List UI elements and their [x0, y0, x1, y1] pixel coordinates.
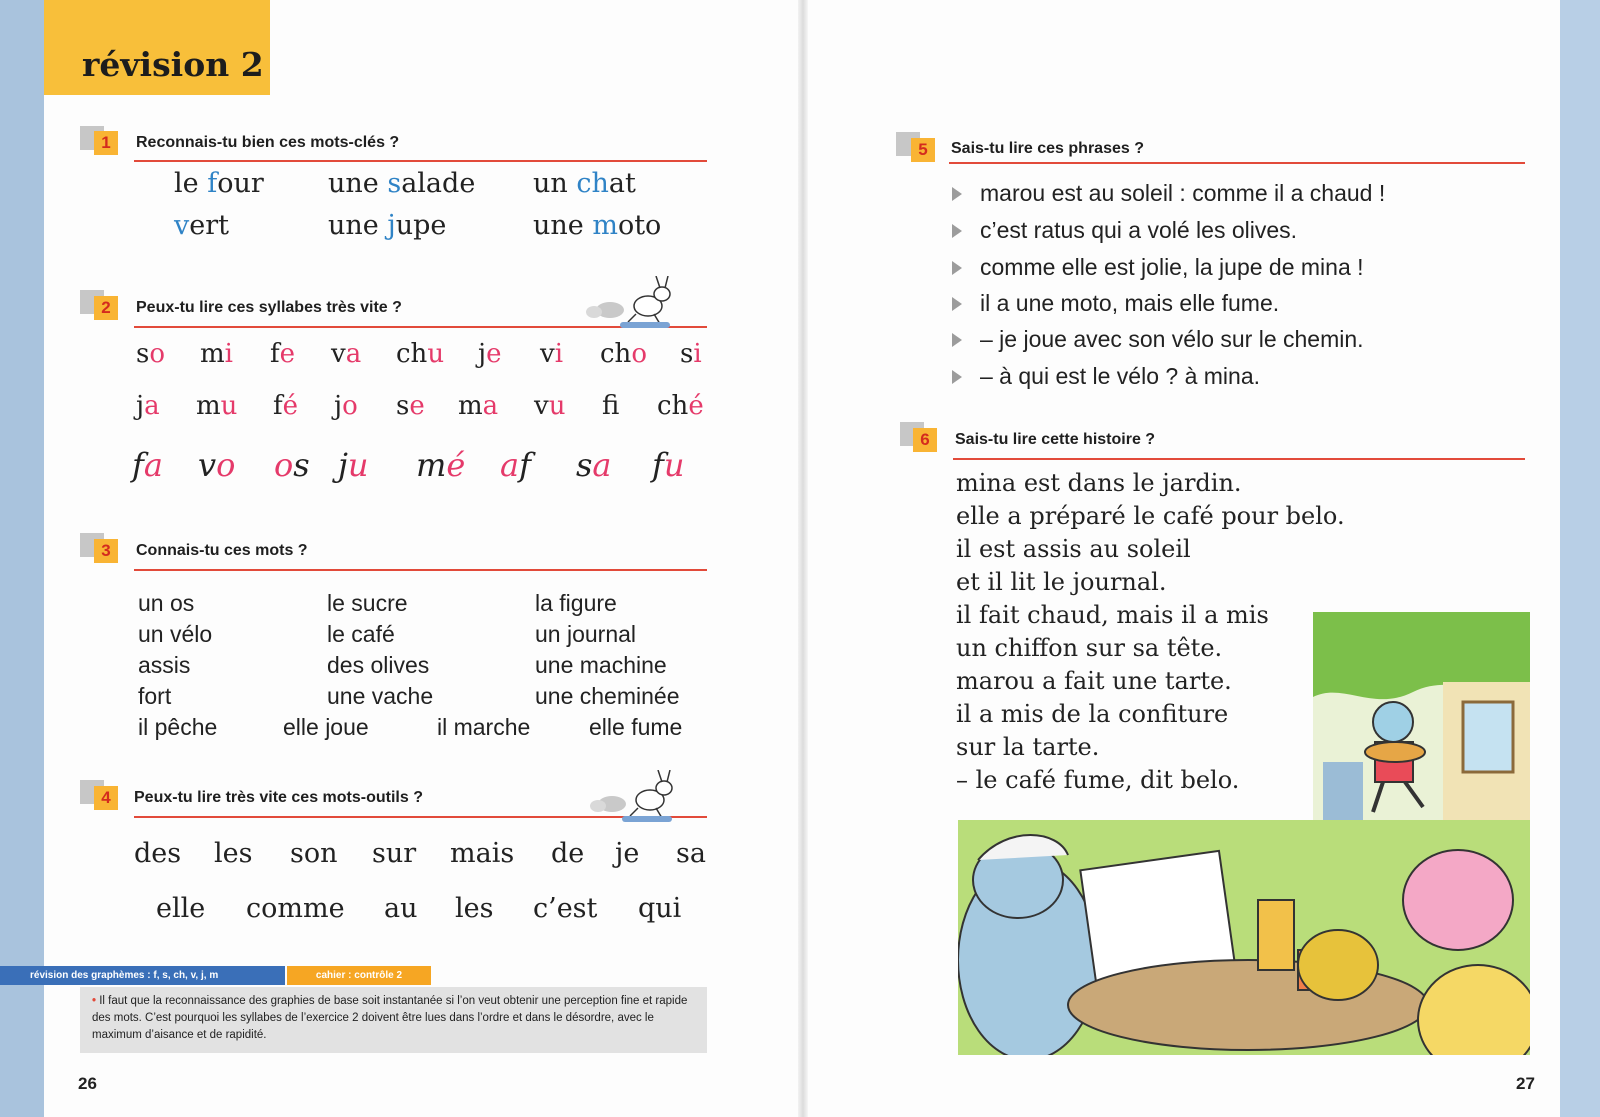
sentence: marou est au soleil : comme il a chaud ! — [980, 180, 1386, 206]
word: une vache — [327, 683, 434, 709]
section-2-title: Peux-tu lire ces syllabes très vite ? — [136, 299, 402, 316]
story-line: elle a préparé le café pour belo. — [956, 502, 1345, 530]
teacher-note: • Il faut que la reconnaissance des graphies de base soit instantanée si l’on veut obtenir une perception fine et rapide des mots. C’est pourquoi les syllabes de l’exercice 2 doivent être lues dans l’ordre et dans le désordre, avec le maximum d’aisance et de rapidité. — [92, 995, 688, 1041]
cats-drinking-coffee-illustration — [958, 820, 1530, 1055]
left-margin-band — [0, 0, 44, 1117]
section-6-number: 6 — [913, 428, 937, 452]
section-1-rule — [134, 160, 707, 162]
bullet-arrow-icon — [952, 187, 962, 201]
word: une cheminée — [535, 683, 680, 709]
cursive-syllable: sa — [576, 446, 612, 484]
syllable: vi — [540, 339, 564, 369]
section-5-rule — [949, 162, 1525, 164]
story-line: il est assis au soleil — [956, 535, 1191, 563]
word: la figure — [535, 590, 617, 616]
syllable: jo — [334, 391, 358, 421]
story-line: mina est dans le jardin. — [956, 469, 1242, 497]
page-number-left: 26 — [78, 1074, 97, 1093]
keyword: le four — [174, 168, 264, 199]
story-line: – le café fume, dit belo. — [956, 766, 1240, 794]
keyword: un chat — [533, 168, 636, 199]
syllable: si — [680, 339, 702, 369]
word: il marche — [437, 714, 531, 740]
syllable: vu — [534, 391, 566, 421]
story-line: il fait chaud, mais il a mis — [956, 601, 1269, 629]
cursive-syllable: af — [500, 446, 531, 484]
running-rabbit-icon — [588, 770, 688, 826]
tool-word: de — [551, 838, 585, 869]
footer-workbook-label: cahier : contrôle 2 — [287, 966, 431, 985]
syllable: fé — [273, 391, 299, 421]
word: un vélo — [138, 621, 213, 647]
tool-word: je — [615, 838, 640, 869]
sentence: c’est ratus qui a volé les olives. — [980, 217, 1298, 243]
syllable: ma — [458, 391, 499, 421]
syllable: mu — [196, 391, 238, 421]
sentence: il a une moto, mais elle fume. — [980, 290, 1280, 316]
breakfast-illustration — [958, 820, 1530, 1055]
sentence: – je joue avec son vélo sur le chemin. — [980, 326, 1364, 352]
tool-word: mais — [450, 838, 515, 869]
story-line: et il lit le journal. — [956, 568, 1167, 596]
page-number-right: 27 — [1516, 1074, 1535, 1093]
word: un journal — [535, 621, 637, 647]
keyword: une jupe — [328, 210, 447, 241]
tool-word: les — [214, 838, 253, 869]
syllable: fe — [270, 339, 296, 369]
section-5-title: Sais-tu lire ces phrases ? — [951, 140, 1144, 157]
sentence: comme elle est jolie, la jupe de mina ! — [980, 254, 1364, 280]
word: le sucre — [327, 590, 408, 616]
cursive-syllable: fa — [132, 446, 163, 484]
tool-word: sur — [372, 838, 417, 869]
cat-with-tart-illustration — [1313, 612, 1530, 820]
section-3-rule — [134, 569, 707, 571]
keyword: une salade — [328, 168, 476, 199]
section-3-title: Connais-tu ces mots ? — [136, 542, 308, 559]
tool-word: son — [290, 838, 338, 869]
syllable: so — [136, 339, 165, 369]
syllable: chu — [396, 339, 445, 369]
word: des olives — [327, 652, 430, 678]
section-1-title: Reconnais-tu bien ces mots-clés ? — [136, 134, 400, 151]
cursive-syllable: vo — [198, 446, 236, 484]
tool-word: qui — [638, 893, 682, 924]
tool-word: sa — [676, 838, 706, 869]
cursive-syllable: ju — [338, 446, 369, 484]
syllable: f — [602, 391, 620, 421]
bullet-arrow-icon — [952, 297, 962, 311]
keyword: vert — [174, 210, 230, 241]
bullet-arrow-icon — [952, 261, 962, 275]
cursive-syllable: os — [274, 446, 310, 484]
tool-word: comme — [246, 893, 345, 924]
story-line: il a mis de la confiture — [956, 700, 1229, 728]
word: assis — [138, 652, 191, 678]
syllable: je — [478, 339, 502, 369]
word: elle joue — [283, 714, 369, 740]
keyword: une moto — [533, 210, 662, 241]
running-rabbit-icon — [580, 276, 680, 332]
syllable: ché — [657, 391, 704, 421]
section-6-rule — [953, 458, 1525, 460]
story-line: sur la tarte. — [956, 733, 1100, 761]
word: elle fume — [589, 714, 683, 740]
section-1-number: 1 — [94, 131, 118, 155]
section-5-number: 5 — [911, 138, 935, 162]
bullet-arrow-icon — [952, 224, 962, 238]
syllable: va — [331, 339, 362, 369]
tool-word: elle — [156, 893, 206, 924]
section-4-title: Peux-tu lire très vite ces mots-outils ? — [134, 789, 423, 806]
syllable: ja — [136, 391, 160, 421]
syllable: se — [396, 391, 425, 421]
tool-word: les — [455, 893, 494, 924]
syllable: cho — [600, 339, 647, 369]
section-3-number: 3 — [94, 539, 118, 563]
bullet-arrow-icon — [952, 333, 962, 347]
syllable: mi — [200, 339, 233, 369]
story-line: marou a fait une tarte. — [956, 667, 1232, 695]
tool-word: au — [384, 893, 418, 924]
word: le café — [327, 621, 395, 647]
word: fort — [138, 683, 172, 709]
book-spine — [798, 0, 808, 1117]
page-title: révision 2 — [82, 45, 264, 84]
section-6-title: Sais-tu lire cette histoire ? — [955, 431, 1156, 448]
cursive-syllable: fu — [652, 446, 685, 484]
section-2-number: 2 — [94, 296, 118, 320]
word: il pêche — [138, 714, 218, 740]
word: une machine — [535, 652, 667, 678]
bullet-arrow-icon — [952, 370, 962, 384]
story-line: un chiffon sur sa tête. — [956, 634, 1223, 662]
word: un os — [138, 590, 195, 616]
sentence: – à qui est le vélo ? à mina. — [980, 363, 1260, 389]
section-4-number: 4 — [94, 786, 118, 810]
garden-illustration-top — [1313, 612, 1530, 820]
footer-topic-label: révision des graphèmes : f, s, ch, v, j, m — [0, 966, 285, 985]
tool-word: des — [134, 838, 182, 869]
cursive-syllable: mé — [416, 446, 466, 484]
tool-word: c’est — [533, 893, 598, 924]
right-margin-band — [1560, 0, 1600, 1117]
